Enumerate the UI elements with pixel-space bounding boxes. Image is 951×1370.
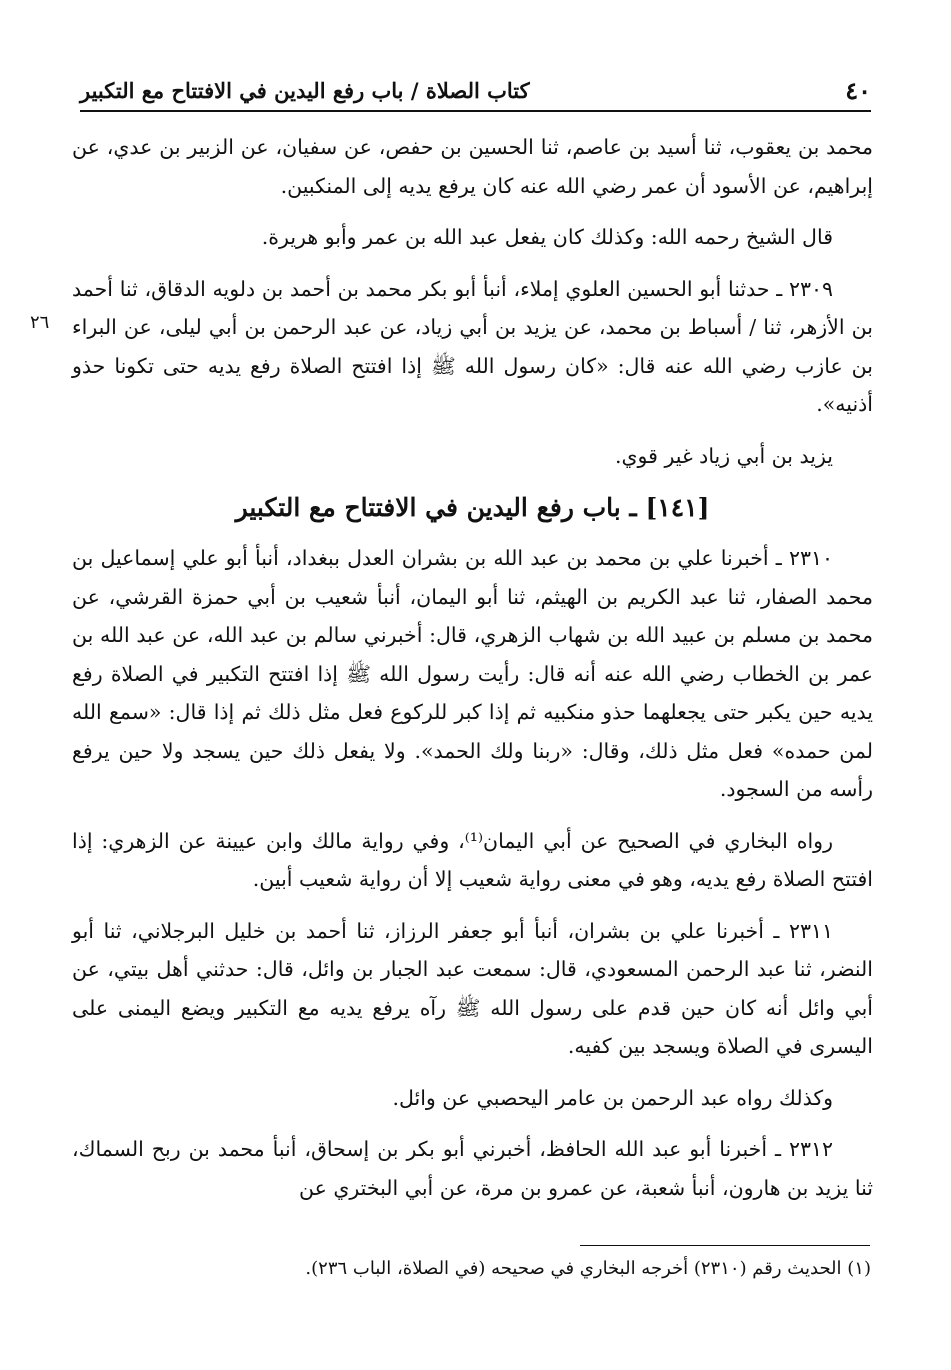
running-title: كتاب الصلاة / باب رفع اليدين في الافتتاح مع التكبير bbox=[80, 78, 530, 103]
footnote: (١) الحديث رقم (٢٣١٠) أخرجه البخاري في صحيحه (في الصلاة، الباب ٢٣٦). bbox=[305, 1258, 871, 1279]
chapter-heading: [١٤١] ـ باب رفع اليدين في الافتتاح مع التكبير bbox=[235, 493, 710, 522]
page-body bbox=[72, 128, 873, 1220]
footnote-divider bbox=[580, 1245, 870, 1246]
paragraph: رواه البخاري في الصحيح عن أبي اليمان⁽¹⁾، وفي رواية مالك وابن عيينة عن الزهري: إذا افتتح الصلاة رفع يديه، وهو في معنى رواية شعيب إلا أن رواية شعيب أبين. bbox=[72, 828, 873, 891]
paragraph: وكذلك رواه عبد الرحمن بن عامر اليحصبي عن وائل. bbox=[392, 1085, 833, 1110]
hadith-2310: ٢٣١٠ ـ أخبرنا علي بن محمد بن عبد الله بن بشران العدل ببغداد، أنبأ أبو علي إسماعيل بن محمد الصفار، ثنا عبد الكريم بن الهيثم، ثنا أبو اليمان، أنبأ شعيب بن أبي حمزة القرشي، عن محمد بن مسلم بن عبيد الله بن شهاب الزهري، قال: أخبرني سالم بن عبد الله، عن عبد الله بن عمر بن الخطاب رضي الله عنه أنه قال: رأيت رسول الله ﷺ إذا افتتح التكبير في الصلاة رفع يديه حين يكبر حتى يجعلهما حذو منكبيه ثم إذا كبر للركوع فعل مثل ذلك ثم إذا قال: «سمع الله لمن حمده» فعل مثل ذلك، وقال: «ربنا ولك الحمد». ولا يفعل ذلك حين يسجد ولا حين يرفع رأسه من السجود. bbox=[72, 546, 873, 801]
hadith-2311: ٢٣١١ ـ أخبرنا علي بن بشران، أنبأ أبو جعفر الرزاز، ثنا أحمد بن خليل البرجلاني، ثنا أبو النضر، ثنا عبد الرحمن المسعودي، قال: سمعت عبد الجبار بن وائل، قال: حدثني أهل بيتي، عن أبي وائل أنه كان حين قدم على رسول الله ﷺ رآه يرفع يديه مع التكبير ويضع اليمنى على اليسرى في الصلاة ويسجد بين كفيه. bbox=[72, 918, 873, 1058]
paragraph: محمد بن يعقوب، ثنا أسيد بن عاصم، ثنا الحسين بن حفص، عن سفيان، عن الزبير بن عدي، عن إبراهيم، عن الأسود أن عمر رضي الله عنه كان يرفع يديه إلى المنكبين. bbox=[72, 135, 873, 198]
page-header bbox=[80, 70, 871, 112]
paragraph: يزيد بن أبي زياد غير قوي. bbox=[614, 443, 833, 468]
page-number: ٤٠ bbox=[845, 76, 871, 105]
hadith-2312: ٢٣١٢ ـ أخبرنا أبو عبد الله الحافظ، أخبرني أبو بكر بن إسحاق، أنبأ محمد بن ربح السماك، ثنا يزيد بن هارون، أنبأ شعبة، عن عمرو بن مرة، عن أبي البختري عن bbox=[72, 1137, 873, 1200]
hadith-2309: ٢٣٠٩ ـ حدثنا أبو الحسين العلوي إملاء، أنبأ أبو بكر محمد بن أحمد بن دلويه الدقاق، ثنا أحمد بن الأزهر، ثنا / أسباط بن محمد، عن يزيد بن أبي زياد، عن عبد الرحمن بن أبي ليلى، عن البراء بن عازب رضي الله عنه قال: «كان رسول الله ﷺ إذا افتتح الصلاة رفع يديه حتى تكونا حذو أذنيه». bbox=[72, 276, 873, 416]
paragraph: قال الشيخ رحمه الله: وكذلك كان يفعل عبد الله بن عمر وأبو هريرة. bbox=[261, 225, 833, 249]
margin-page-marker: ٢٦ bbox=[30, 312, 50, 333]
